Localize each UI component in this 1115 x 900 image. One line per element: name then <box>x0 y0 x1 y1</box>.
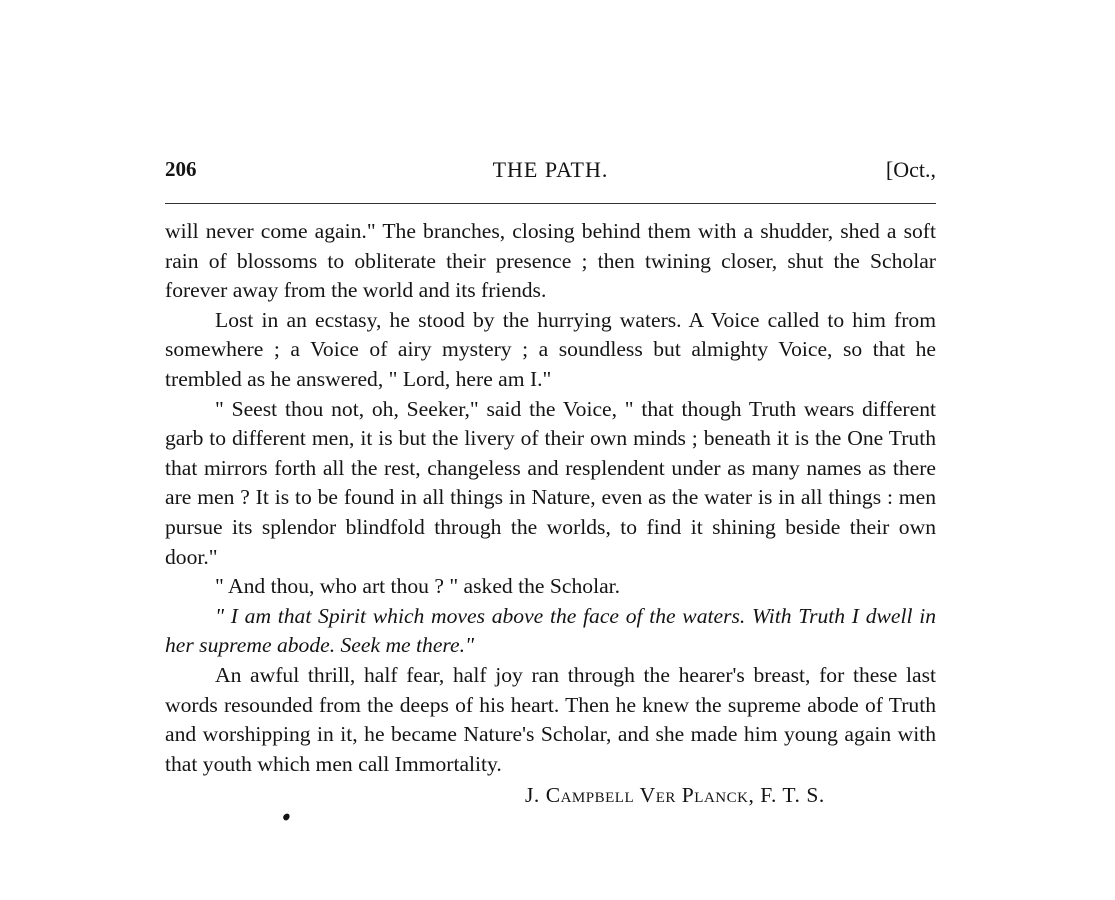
paragraph-conclusion: An awful thrill, half fear, half joy ran through the hearer's breast, for these last words resounded from the deeps of his heart. Then he knew the supreme abode of Truth and worshipping in it, he became Nature's Scholar, and she made him young again with that youth which men call Immortality. <box>165 662 936 776</box>
header-rule <box>165 203 936 204</box>
document-page <box>165 155 936 808</box>
page-number: 206 <box>165 157 197 181</box>
ink-blot <box>282 813 291 822</box>
paragraph-continuation: will never come again." The branches, closing behind them with a shudder, shed a soft rain of blossoms to obliterate their presence ; then twining closer, shut the Scholar forever away from the world and its friends. <box>165 219 936 303</box>
running-title: THE PATH. <box>492 157 609 182</box>
paragraph-ecstasy: Lost in an ecstasy, he stood by the hurrying waters. A Voice called to him from somewhere ; a Voice of airy mystery ; a soundless but almighty Voice, so that he trembled as he answered, " Lord, here am I." <box>165 307 936 391</box>
issue-month: [Oct., <box>885 157 936 182</box>
paragraph-scholar-question: " And thou, who art thou ? " asked the Scholar. <box>215 574 621 599</box>
paragraph-spirit-answer: " I am that Spirit which moves above the face of the waters. With Truth I dwell in her supreme abode. Seek me there." <box>165 603 936 658</box>
paragraph-voice-speech: " Seest thou not, oh, Seeker," said the Voice, " that though Truth wears different garb to different men, it is but the livery of their own minds ; beneath it is the One Truth that mirrors forth all the rest, changeless and resplendent under as many names as there are men ? It is to be found in all things in Nature, even as the water is in all things : men pursue its splendor blindfold through the worlds, to find it shining beside their own door." <box>165 396 936 569</box>
page-header <box>165 155 936 187</box>
article-body <box>165 217 936 811</box>
author-signature: J. Campbell Ver Planck, F. T. S. <box>525 783 825 808</box>
